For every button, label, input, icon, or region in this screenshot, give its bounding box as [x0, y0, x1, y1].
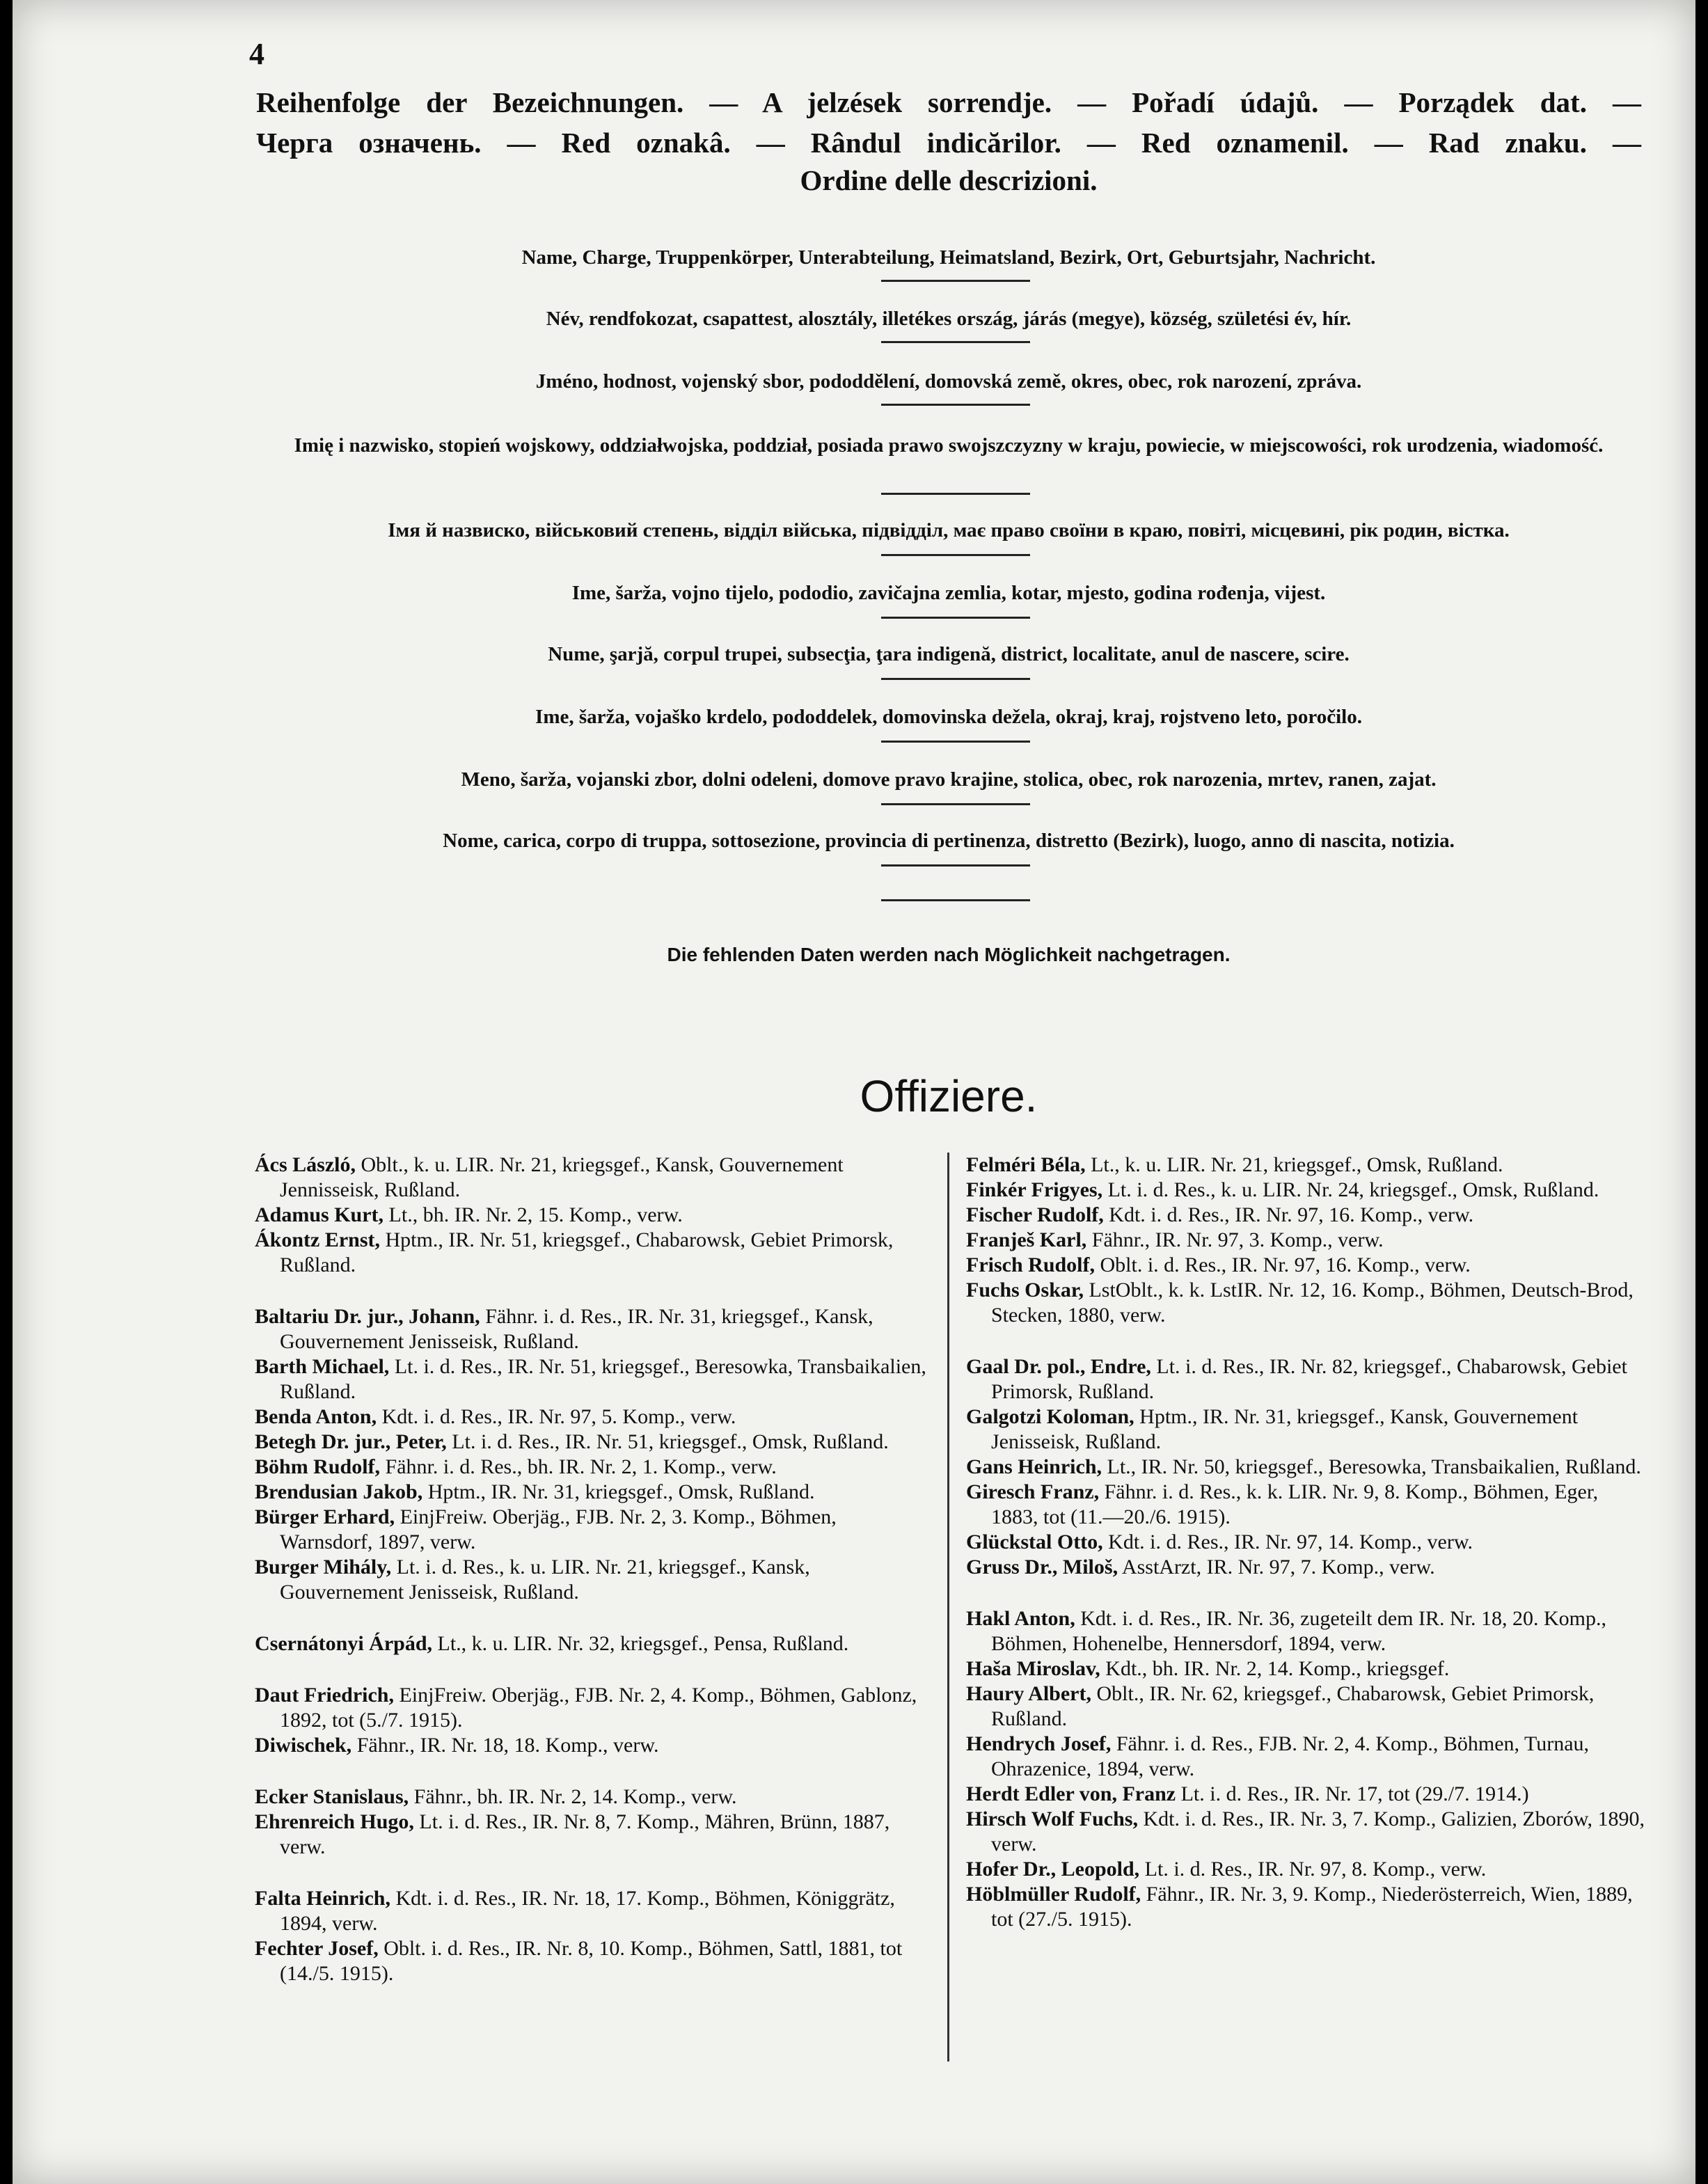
officer-name: Ehrenreich Hugo, [255, 1810, 414, 1833]
legend-german: Name, Charge, Truppenkörper, Unterabteilung, Heimatsland, Bezirk, Ort, Geburtsjahr, Nachricht. [521, 246, 1376, 269]
officer-entry [966, 1203, 1645, 1228]
officer-details: Fähnr., IR. Nr. 3, 9. Komp., Niederösterreich, Wien, 1889, tot (27./5. 1915). [991, 1883, 1633, 1931]
officer-entry [255, 1886, 933, 1936]
officer-details: Lt. i. d. Res., IR. Nr. 8, 7. Komp., Mähren, Brünn, 1887, verw. [280, 1810, 890, 1858]
officer-name: Betegh Dr. jur., Peter, [255, 1430, 447, 1453]
officer-name: Barth Michael, [255, 1355, 390, 1378]
officer-details: Lt. i. d. Res., IR. Nr. 17, tot (29./7. 1914.) [1176, 1782, 1529, 1805]
officer-entry [966, 1732, 1645, 1782]
legend-slovak: Meno, šarža, vojanski zbor, dolni odeleni, domove pravo krajine, stolica, obec, rok narozenia, mrtev, ranen, zajat. [461, 768, 1437, 791]
officer-name: Csernátonyi Árpád, [255, 1632, 433, 1655]
officer-details: Lt. i. d. Res., IR. Nr. 97, 8. Komp., verw. [1139, 1858, 1487, 1881]
officer-name: Gans Heinrich, [966, 1455, 1102, 1478]
officer-entry [966, 1882, 1645, 1932]
officer-name: Fischer Rudolf, [966, 1203, 1104, 1226]
officer-entry [966, 1228, 1645, 1253]
officer-details: Lt., bh. IR. Nr. 2, 15. Komp., verw. [383, 1203, 683, 1226]
missing-data-note: Die fehlenden Daten werden nach Möglichkeit nachgetragen. [667, 944, 1231, 965]
officer-entry [966, 1404, 1645, 1455]
officer-entry [966, 1354, 1645, 1404]
right-column [966, 1153, 1645, 1932]
entry-spacer [966, 1580, 1645, 1606]
officer-entry [966, 1807, 1645, 1857]
officer-entry [966, 1153, 1645, 1178]
entry-spacer [255, 1605, 933, 1631]
officer-details: Kdt. i. d. Res., IR. Nr. 97, 5. Komp., verw. [377, 1405, 736, 1428]
officer-entry [255, 1555, 933, 1605]
officer-details: Kdt. i. d. Res., IR. Nr. 3, 7. Komp., Galizien, Zborów, 1890, verw. [991, 1807, 1645, 1855]
officer-name: Fuchs Oskar, [966, 1279, 1084, 1301]
officer-details: Oblt., k. u. LIR. Nr. 21, kriegsgef., Kansk, Gouvernement Jennisseisk, Rußland. [280, 1153, 844, 1201]
officer-details: Oblt. i. d. Res., IR. Nr. 8, 10. Komp., Böhmen, Sattl, 1881, tot (14./5. 1915). [280, 1937, 903, 1985]
officer-details: Kdt. i. d. Res., IR. Nr. 36, zugeteilt dem IR. Nr. 18, 20. Komp., Böhmen, Hohenelbe, Hennersdorf, 1894, verw. [991, 1607, 1607, 1655]
officer-name: Adamus Kurt, [255, 1203, 384, 1226]
officer-entry [255, 1936, 933, 1986]
officer-name: Ákontz Ernst, [255, 1228, 381, 1251]
officer-entry [255, 1810, 933, 1860]
officer-details: Lt., k. u. LIR. Nr. 32, kriegsgef., Pensa, Rußland. [432, 1632, 849, 1655]
officer-name: Baltariu Dr. jur., Johann, [255, 1305, 480, 1328]
officer-entry [255, 1733, 933, 1758]
document-page [13, 0, 1695, 2184]
officer-details: Fähnr. i. d. Res., IR. Nr. 31, kriegsgef., Kansk, Gouvernement Jenisseisk, Rußland. [280, 1305, 873, 1353]
divider [881, 617, 1030, 619]
officer-details: Fähnr. i. d. Res., bh. IR. Nr. 2, 1. Komp., verw. [380, 1455, 777, 1478]
divider [881, 678, 1030, 680]
entry-spacer [255, 1860, 933, 1886]
officer-name: Hendrych Josef, [966, 1732, 1112, 1755]
divider [881, 803, 1030, 805]
divider [881, 554, 1030, 556]
officer-details: Lt. i. d. Res., k. u. LIR. Nr. 24, kriegsgef., Omsk, Rußland. [1102, 1178, 1599, 1201]
officer-entry [966, 1656, 1645, 1681]
officer-name: Brendusian Jakob, [255, 1480, 423, 1503]
officer-name: Ecker Stanislaus, [255, 1785, 409, 1808]
officer-name: Falta Heinrich, [255, 1887, 390, 1910]
officer-details: AsstArzt, IR. Nr. 97, 7. Komp., verw. [1118, 1556, 1435, 1578]
officer-entry [966, 1253, 1645, 1278]
column-divider [947, 1153, 949, 2062]
entry-spacer [255, 1758, 933, 1785]
officer-entry [255, 1505, 933, 1555]
officer-entry [966, 1455, 1645, 1480]
officer-details: Hptm., IR. Nr. 51, kriegsgef., Chabarowsk, Gebiet Primorsk, Rußland. [280, 1228, 894, 1276]
officer-entry [966, 1530, 1645, 1555]
officer-entry [255, 1480, 933, 1505]
officer-name: Frisch Rudolf, [966, 1253, 1096, 1276]
section-title: Offiziere. [860, 1071, 1038, 1121]
officer-name: Ács László, [255, 1153, 356, 1176]
officer-name: Burger Mihály, [255, 1556, 392, 1578]
officer-entry [255, 1631, 933, 1656]
officer-details: Fähnr., bh. IR. Nr. 2, 14. Komp., verw. [409, 1785, 737, 1808]
officer-entry [966, 1555, 1645, 1580]
officer-entry [255, 1455, 933, 1480]
officer-name: Benda Anton, [255, 1405, 377, 1428]
divider [881, 341, 1030, 343]
officer-name: Herdt Edler von, Franz [966, 1782, 1176, 1805]
officer-details: Lt. i. d. Res., IR. Nr. 51, kriegsgef., Omsk, Rußland. [446, 1430, 889, 1453]
legend-czech: Jméno, hodnost, vojenský sbor, pododdělení, domovská země, okres, obec, rok narození, zpráva. [535, 370, 1362, 393]
officer-name: Diwischek, [255, 1734, 352, 1757]
officer-name: Haury Albert, [966, 1682, 1091, 1705]
legend-slovenian: Ime, šarža, vojaško krdelo, pododdelek, domovinska dežela, okraj, kraj, rojstveno leto, poročilo. [535, 706, 1362, 728]
officer-name: Franješ Karl, [966, 1228, 1087, 1251]
officer-entry [966, 1606, 1645, 1656]
officer-details: Fähnr., IR. Nr. 97, 3. Komp., verw. [1086, 1228, 1384, 1251]
officer-name: Daut Friedrich, [255, 1684, 394, 1707]
divider [881, 493, 1030, 495]
entry-spacer [966, 1328, 1645, 1354]
legend-polish: Imię i nazwisko, stopień wojskowy, oddziałwojska, poddział, posiada prawo swojszczyzny w kraju, powiecie, w miejscowości, rok urodzenia, wiadomość. [294, 434, 1604, 457]
officer-entry [966, 1782, 1645, 1807]
officer-details: Kdt. i. d. Res., IR. Nr. 18, 17. Komp., Böhmen, Königgrätz, 1894, verw. [280, 1887, 895, 1935]
legend-croatian: Ime, šarža, vojno tijelo, pododio, zavičajna zemlia, kotar, mjesto, godina rođenja, vijest. [571, 582, 1326, 604]
entry-spacer [255, 1278, 933, 1304]
officer-details: Kdt. i. d. Res., IR. Nr. 97, 16. Komp., verw. [1103, 1203, 1474, 1226]
officer-entry [255, 1404, 933, 1430]
divider [881, 899, 1030, 901]
header-line-2: Черга означень. — Red oznakâ. — Rândul indicărilor. — Red oznamenil. — Rad znaku. — [256, 127, 1641, 159]
officer-name: Giresch Franz, [966, 1480, 1100, 1503]
officer-details: Lt., IR. Nr. 50, kriegsgef., Beresowka, Transbaikalien, Rußland. [1102, 1455, 1641, 1478]
legend-ukrainian: Імя й назвиско, військовий степень, відділ війська, підвідділ, має право своїни в краю, повіті, місцевині, рік родин, вістка. [388, 519, 1510, 541]
officer-entry [255, 1304, 933, 1354]
officer-name: Felméri Béla, [966, 1153, 1086, 1176]
page-number: 4 [249, 37, 264, 71]
officer-details: LstOblt., k. k. LstIR. Nr. 12, 16. Komp., Böhmen, Deutsch-Brod, Stecken, 1880, verw. [991, 1279, 1634, 1327]
officer-name: Finkér Frigyes, [966, 1178, 1103, 1201]
officer-entry [966, 1278, 1645, 1328]
officer-entry [255, 1203, 933, 1228]
officer-name: Hofer Dr., Leopold, [966, 1858, 1140, 1881]
officer-name: Glückstal Otto, [966, 1530, 1103, 1553]
officer-entry [966, 1857, 1645, 1882]
officer-details: Fähnr. i. d. Res., FJB. Nr. 2, 4. Komp., Böhmen, Turnau, Ohrazenice, 1894, verw. [991, 1732, 1590, 1780]
officer-details: Hptm., IR. Nr. 31, kriegsgef., Kansk, Gouvernement Jenisseisk, Rußland. [991, 1405, 1579, 1453]
officer-details: Kdt., bh. IR. Nr. 2, 14. Komp., kriegsgef. [1100, 1657, 1450, 1680]
divider [881, 864, 1030, 867]
officer-details: Lt., k. u. LIR. Nr. 21, kriegsgef., Omsk, Rußland. [1085, 1153, 1503, 1176]
officer-entry [966, 1178, 1645, 1203]
officer-details: Oblt. i. d. Res., IR. Nr. 97, 16. Komp., verw. [1095, 1253, 1471, 1276]
legend-italian: Nome, carica, corpo di truppa, sottosezione, provincia di pertinenza, distretto (Bezirk), luogo, anno di nascita, notizia. [443, 830, 1455, 852]
officer-details: Fähnr., IR. Nr. 18, 18. Komp., verw. [351, 1734, 659, 1757]
officer-details: Hptm., IR. Nr. 31, kriegsgef., Omsk, Rußland. [422, 1480, 815, 1503]
officer-entry [255, 1153, 933, 1203]
officer-details: Fähnr. i. d. Res., k. k. LIR. Nr. 9, 8. Komp., Böhmen, Eger, 1883, tot (11.—20./6. 1915). [991, 1480, 1599, 1528]
officer-name: Galgotzi Koloman, [966, 1405, 1134, 1428]
officer-name: Gaal Dr. pol., Endre, [966, 1355, 1151, 1378]
legend-hungarian: Név, rendfokozat, csapattest, alosztály, illetékes ország, járás (megye), község, születési év, hír. [546, 308, 1352, 330]
officer-name: Hakl Anton, [966, 1607, 1075, 1630]
officer-details: Lt. i. d. Res., k. u. LIR. Nr. 21, kriegsgef., Kansk, Gouvernement Jenisseisk, Rußland. [280, 1556, 810, 1604]
officer-entry [255, 1785, 933, 1810]
officer-details: EinjFreiw. Oberjäg., FJB. Nr. 2, 3. Komp., Böhmen, Warnsdorf, 1897, verw. [280, 1505, 837, 1553]
officer-details: Lt. i. d. Res., IR. Nr. 51, kriegsgef., Beresowka, Transbaikalien, Rußland. [280, 1355, 926, 1403]
officer-name: Haša Miroslav, [966, 1657, 1100, 1680]
officer-name: Böhm Rudolf, [255, 1455, 381, 1478]
header-line-3: Ordine delle descrizioni. [800, 164, 1098, 196]
officer-name: Gruss Dr., Miloš, [966, 1556, 1118, 1578]
officer-details: Oblt., IR. Nr. 62, kriegsgef., Chabarowsk, Gebiet Primorsk, Rußland. [991, 1682, 1595, 1730]
officer-name: Höblmüller Rudolf, [966, 1883, 1141, 1906]
officer-name: Bürger Erhard, [255, 1505, 395, 1528]
header-line-1: Reihenfolge der Bezeichnungen. — A jelzések sorrendje. — Pořadí údajů. — Porządek dat. — [256, 86, 1641, 118]
officer-details: EinjFreiw. Oberjäg., FJB. Nr. 2, 4. Komp., Böhmen, Gablonz, 1892, tot (5./7. 1915). [280, 1684, 917, 1732]
officer-details: Lt. i. d. Res., IR. Nr. 82, kriegsgef., Chabarowsk, Gebiet Primorsk, Rußland. [991, 1355, 1627, 1403]
legend-romanian: Nume, şarjă, corpul trupei, subsecţia, ţara indigenă, district, localitate, anul de nascere, scire. [548, 643, 1350, 665]
entry-spacer [255, 1656, 933, 1683]
officer-entry [255, 1430, 933, 1455]
divider [881, 404, 1030, 406]
left-column [255, 1153, 933, 1986]
divider [881, 741, 1030, 743]
officer-entry [255, 1683, 933, 1733]
officer-name: Fechter Josef, [255, 1937, 379, 1960]
officer-entry [255, 1228, 933, 1278]
officer-entry [966, 1681, 1645, 1732]
divider [881, 280, 1030, 282]
officer-name: Hirsch Wolf Fuchs, [966, 1807, 1138, 1830]
officer-entry [255, 1354, 933, 1404]
officer-entry [966, 1480, 1645, 1530]
officer-details: Kdt. i. d. Res., IR. Nr. 97, 14. Komp., verw. [1102, 1530, 1473, 1553]
